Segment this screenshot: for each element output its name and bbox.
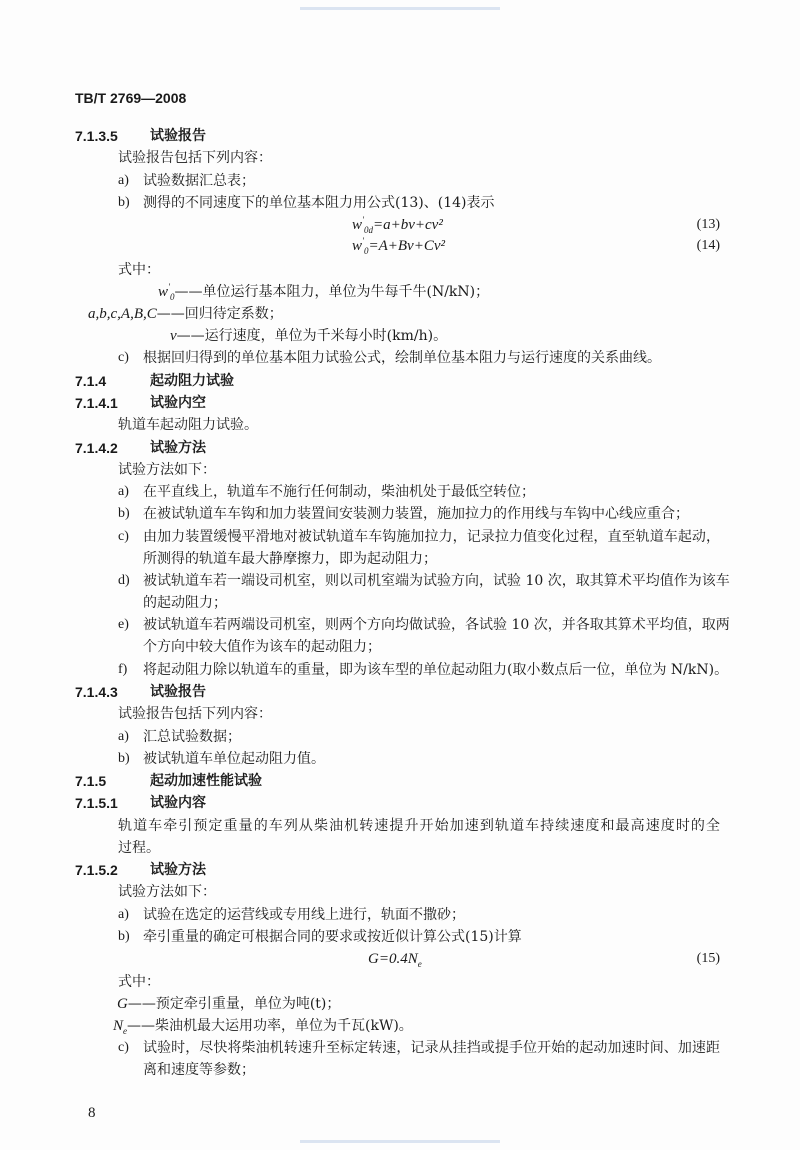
list-item (0, 1038, 800, 1058)
definition-text: ——柴油机最大运用功率，单位为千瓦(kW)。 (127, 1018, 413, 1034)
symbol-subscript: 0 (169, 292, 175, 302)
list-item-continuation (0, 549, 800, 569)
paragraph-text: 试验报告包括下列内容： (118, 150, 272, 166)
list-item (0, 727, 800, 747)
section-title: 试验内空 (150, 395, 206, 411)
list-item-text: 在平直线上，轨道车不施行任何制动，柴油机处于最低空转位； (143, 484, 535, 500)
section-number: 7.1.4 (75, 373, 107, 389)
definition-symbol (113, 1018, 127, 1034)
list-item-text: 测得的不同速度下的单位基本阻力用公式(13)、(14)表示 (143, 195, 495, 211)
symbol-name: w (158, 284, 169, 300)
section-number: 7.1.4.1 (75, 395, 118, 411)
definition-text: ——回归待定系数； (156, 306, 283, 322)
formula-expression (368, 949, 422, 969)
list-item-label: c) (118, 529, 129, 544)
list-item-continuation (0, 593, 800, 613)
paragraph-text: 轨道车起动阻力试验。 (118, 417, 258, 433)
definition-text: ——预定牵引重量，单位为吨(t)； (127, 996, 341, 1012)
formula-symbol: G=0.4N (368, 951, 418, 967)
formula-subscript: 0 (363, 246, 369, 256)
section-title: 试验方法 (150, 440, 206, 456)
paragraph-line (0, 838, 800, 858)
symbol-definition (0, 326, 800, 346)
list-item-text: 根据回归得到的单位基本阻力试验公式，绘制单位基本阻力与运行速度的关系曲线。 (143, 350, 661, 366)
list-item (0, 504, 800, 524)
list-item-label: e) (118, 617, 129, 632)
section-number: 7.1.5.2 (75, 862, 118, 878)
section-title: 起动加速性能试验 (150, 773, 262, 789)
list-item-label: a) (118, 907, 129, 922)
definition-symbol (88, 306, 157, 322)
definition-line (117, 994, 340, 1014)
equation-number: (13) (696, 217, 720, 232)
list-item-text: 个方向中较大值作为该车的起动阻力； (143, 639, 381, 655)
paragraph-line (0, 148, 800, 168)
symbol-subscript: e (123, 1026, 128, 1036)
watermark-top (300, 7, 500, 10)
section-heading (0, 371, 800, 391)
list-item-text: 的起动阻力； (143, 595, 227, 611)
symbol-definition (0, 994, 800, 1014)
paragraph-line (0, 704, 800, 724)
formula-expression (352, 236, 445, 256)
equation-number: (15) (696, 951, 720, 966)
formula (0, 236, 800, 256)
list-item-text: 被试轨道车若一端设司机室，则以司机室端为试验方向，试验 10 次，取其算术平均值作为该车 (143, 573, 730, 589)
equation-number: (14) (696, 238, 720, 253)
section-heading (0, 860, 800, 880)
list-item-text: 被试轨道车若两端设司机室，则两个方向均做试验，各试验 10 次，并各取其算术平均值，取两 (143, 617, 730, 633)
formula (0, 215, 800, 235)
paragraph-line (0, 460, 800, 480)
section-number: 7.1.4.3 (75, 684, 118, 700)
list-item-text: 试验时，尽快将柴油机转速升至标定转速，记录从挂挡或提手位开始的起动加速时间、加速距 (143, 1040, 720, 1056)
formula-expression (352, 215, 443, 235)
definition-text: ——单位运行基本阻力，单位为牛每千牛(N/kN)； (174, 284, 490, 300)
symbol-name: a,b,c,A,B,C (88, 306, 157, 322)
list-item-text: 由加力装置缓慢平滑地对被试轨道车车钩施加拉力，记录拉力值变化过程，直至轨道车起动， (143, 529, 720, 545)
list-item-continuation (0, 637, 800, 657)
section-heading (0, 438, 800, 458)
section-title: 试验报告 (150, 684, 206, 700)
paragraph-text: 试验方法如下： (118, 884, 216, 900)
paragraph-line (0, 816, 800, 836)
definition-line (88, 304, 283, 324)
list-item (0, 615, 800, 635)
list-item (0, 527, 800, 547)
paragraph-text: 过程。 (118, 840, 160, 856)
list-item (0, 482, 800, 502)
paragraph-text: 式中： (118, 262, 160, 278)
definition-symbol (170, 328, 177, 344)
definition-line (113, 1016, 413, 1036)
paragraph-line (0, 415, 800, 435)
section-heading (0, 682, 800, 702)
list-item (0, 749, 800, 769)
section-title: 起动阻力试验 (150, 373, 234, 389)
list-item-label: c) (118, 350, 129, 365)
formula-symbol: w (352, 238, 363, 254)
definition-text: ——运行速度，单位为千米每小时(km/h)。 (176, 328, 448, 344)
list-item-text: 试验在选定的运营线或专用线上进行，轨面不撒砂； (143, 907, 465, 923)
list-item-label: b) (118, 506, 130, 521)
symbol-definition (0, 282, 800, 302)
definition-line (170, 326, 447, 346)
symbol-name: N (113, 1018, 124, 1034)
document-header: TB/T 2769—2008 (75, 90, 187, 106)
section-number: 7.1.5.1 (75, 795, 118, 811)
paragraph-text: 试验报告包括下列内容： (118, 706, 272, 722)
section-heading (0, 126, 800, 146)
paragraph-line (0, 260, 800, 280)
list-item-continuation (0, 1060, 800, 1080)
list-item-label: b) (118, 195, 130, 210)
symbol-definition (0, 1016, 800, 1036)
list-item-label: a) (118, 173, 129, 188)
list-item-label: f) (118, 662, 128, 677)
list-item (0, 348, 800, 368)
section-title: 试验报告 (150, 128, 206, 144)
list-item (0, 660, 800, 680)
list-item-text: 在被试轨道车车钩和加力装置间安装测力装置，施加拉力的作用线与车钩中心线应重合； (143, 506, 689, 522)
list-item (0, 171, 800, 191)
list-item (0, 193, 800, 213)
paragraph-text: 轨道车牵引预定重量的车列从柴油机转速提升开始加速到轨道车持续速度和最高速度时的全 (118, 818, 720, 834)
list-item (0, 905, 800, 925)
formula-symbol: w (352, 217, 363, 233)
definition-symbol (117, 996, 128, 1012)
list-item-text: 将起动阻力除以轨道车的重量，即为该车型的单位起动阻力(取小数点后一位，单位为 N/kN)。 (143, 662, 729, 678)
list-item-text: 汇总试验数据； (143, 729, 241, 745)
list-item (0, 571, 800, 591)
list-item-label: b) (118, 751, 130, 766)
list-item-text: 试验数据汇总表； (143, 173, 255, 189)
list-item-text: 所测得的轨道车最大静摩擦力，即为起动阻力； (143, 551, 437, 567)
symbol-prime: ′ (168, 282, 170, 292)
list-item-text: 牵引重量的确定可根据合同的要求或按近似计算公式(15)计算 (143, 929, 522, 945)
page-number: 8 (88, 1105, 96, 1121)
formula-subscript: e (417, 959, 422, 969)
paragraph-line (0, 972, 800, 992)
formula-prime: ′ (362, 215, 364, 225)
section-heading (0, 771, 800, 791)
formula-subscript: 0d (363, 225, 373, 235)
list-item-label: c) (118, 1040, 129, 1055)
list-item-label: a) (118, 484, 129, 499)
list-item-label: b) (118, 929, 130, 944)
section-title: 试验内容 (150, 795, 206, 811)
definition-line (158, 282, 489, 302)
symbol-name: v (170, 328, 177, 344)
paragraph-line (0, 882, 800, 902)
list-item-text: 被试轨道车单位起动阻力值。 (143, 751, 325, 767)
formula-rhs: =a+bv+cv² (372, 217, 443, 233)
paragraph-text: 式中： (118, 974, 160, 990)
section-heading (0, 393, 800, 413)
section-title: 试验方法 (150, 862, 206, 878)
section-number: 7.1.4.2 (75, 440, 118, 456)
formula-rhs: =A+Bv+Cv² (368, 238, 445, 254)
watermark-bottom (300, 1140, 500, 1143)
section-heading (0, 793, 800, 813)
definition-symbol (158, 284, 174, 300)
section-number: 7.1.5 (75, 773, 107, 789)
symbol-definition (0, 304, 800, 324)
list-item-label: d) (118, 573, 130, 588)
list-item (0, 927, 800, 947)
list-item-text: 离和速度等参数； (143, 1062, 255, 1078)
paragraph-text: 试验方法如下： (118, 462, 216, 478)
section-number: 7.1.3.5 (75, 128, 118, 144)
formula (0, 949, 800, 969)
formula-prime: ′ (362, 236, 364, 246)
symbol-name: G (117, 996, 128, 1012)
list-item-label: a) (118, 729, 129, 744)
